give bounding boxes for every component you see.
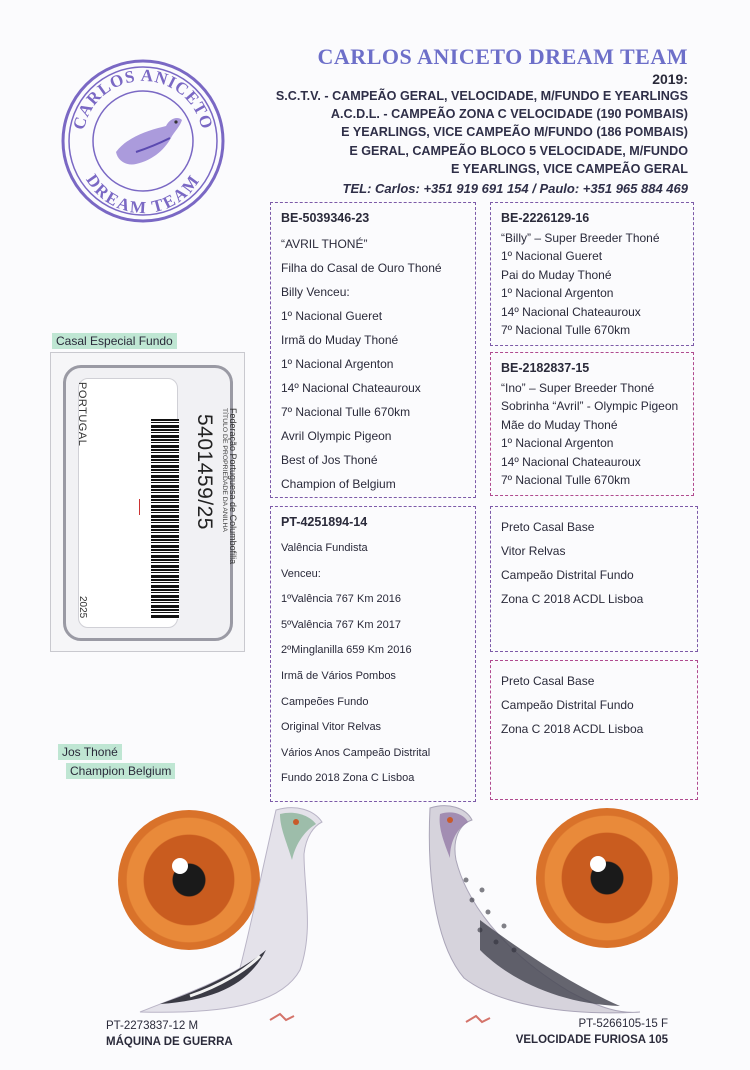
pedigree-line: 1º Nacional Argenton — [501, 436, 614, 451]
pedigree-line: Campeões Fundo — [281, 695, 369, 708]
pedigree-line: Mãe do Muday Thoné — [501, 417, 618, 432]
achievement-line: S.C.T.V. - CAMPEÃO GERAL, VELOCIDADE, M/FUNDO E YEARLINGS — [275, 89, 688, 103]
certificate-country: PORTUGAL — [76, 382, 88, 447]
certificate-inner — [78, 378, 178, 628]
pedigree-line: “AVRIL THONÉ” — [281, 237, 368, 251]
pedigree-line: Vitor Relvas — [501, 544, 566, 558]
pedigree-line: Campeão Distrital Fundo — [501, 568, 634, 582]
achievement-line: A.C.D.L. - CAMPEÃO ZONA C VELOCIDADE (190 POMBAIS) — [330, 107, 688, 122]
pedigree-line: 14º Nacional Chateauroux — [281, 381, 421, 395]
certificate-ring-number: 5401459/25 — [193, 414, 216, 530]
pedigree-line: 14º Nacional Chateauroux — [501, 304, 641, 319]
pedigree-line: Filha do Casal de Ouro Thoné — [281, 261, 442, 275]
jos-thone-label: Jos Thoné — [58, 744, 122, 760]
pedigree-line: Pai do Muday Thoné — [501, 267, 612, 282]
pedigree-line: Zona C 2018 ACDL Lisboa — [501, 592, 644, 606]
barcode — [151, 419, 179, 619]
pedigree-box-preto-vitor — [490, 506, 698, 652]
pedigree-line: Irmã do Muday Thoné — [281, 333, 399, 347]
pedigree-line: 1º Nacional Argenton — [501, 286, 614, 301]
left-pigeon-name: MÁQUINA DE GUERRA — [106, 1036, 233, 1048]
pedigree-line: Billy Venceu: — [281, 285, 350, 299]
pedigree-line: Original Vitor Relvas — [281, 721, 382, 734]
team-stamp-logo — [58, 56, 228, 226]
header — [218, 44, 688, 196]
champion-belgium-label: Champion Belgium — [66, 763, 175, 779]
achievement-line: E YEARLINGS, VICE CAMPEÃO GERAL — [451, 161, 688, 176]
pedigree-line: Valência Fundista — [281, 542, 368, 554]
stamp-bottom-text: DREAM TEAM — [82, 170, 204, 218]
pedigree-line: 7º Nacional Tulle 670km — [501, 473, 631, 488]
pedigree-box-ino — [490, 352, 694, 496]
pedigree-box-billy — [490, 202, 694, 346]
pedigree-line: Zona C 2018 ACDL Lisboa — [501, 722, 644, 736]
pedigree-box-valencia — [270, 506, 476, 802]
pedigree-line: Irmã de Vários Pombos — [281, 669, 396, 682]
pedigree-line: Campeão Distrital Fundo — [501, 698, 634, 712]
pedigree-line: 14º Nacional Chateauroux — [501, 454, 641, 469]
pedigree-line: Best of Jos Thoné — [281, 453, 378, 467]
pedigree-box-avril — [270, 202, 476, 498]
right-pigeon-ring: PT-5266105-15 F — [578, 1018, 668, 1030]
pedigree-line: Preto Casal Base — [501, 674, 595, 688]
team-title: CARLOS ANICETO DREAM TEAM — [317, 44, 688, 69]
ring-number: BE-5039346-23 — [281, 211, 370, 225]
ring-number: PT-4251894-14 — [281, 515, 368, 529]
right-pigeon-name: VELOCIDADE FURIOSA 105 — [515, 1034, 668, 1046]
pedigree-line: 1º Nacional Gueret — [501, 249, 603, 264]
pedigree-line: 1º Nacional Argenton — [281, 357, 394, 371]
ring-certificate — [50, 352, 245, 652]
pedigree-line: Sobrinha “Avril” - Olympic Pigeon — [501, 399, 679, 414]
pedigree-line: “Billy” – Super Breeder Thoné — [501, 231, 660, 245]
ring-number: BE-2182837-15 — [501, 361, 590, 375]
certificate-subtitle: TÍTULO DE PROPRIEDADE DA ANILHA — [221, 408, 228, 532]
pedigree-box-preto-base — [490, 660, 698, 800]
pedigree-line: Venceu: — [281, 567, 321, 580]
achievement-line: E YEARLINGS, VICE CAMPEÃO M/FUNDO (186 POMBAIS) — [341, 125, 688, 140]
certificate-year: 2025 — [77, 596, 88, 619]
pedigree-line: Vários Anos Campeão Distrital — [281, 746, 431, 759]
pedigree-line: 7º Nacional Tulle 670km — [501, 323, 631, 338]
pedigree-line: Avril Olympic Pigeon — [281, 429, 392, 443]
certificate-plate — [63, 365, 238, 641]
pedigree-line: Fundo 2018 Zona C Lisboa — [281, 772, 415, 785]
svg-text:CARLOS ANICETO — [69, 66, 217, 132]
left-pigeon-ring: PT-2273837-12 M — [106, 1020, 199, 1032]
pedigree-line: 1º Nacional Gueret — [281, 309, 383, 323]
pedigree-line: “Ino” – Super Breeder Thoné — [501, 381, 655, 395]
pigeon-illustration — [100, 800, 660, 1040]
pedigree-line: 5ºValência 767 Km 2017 — [281, 618, 402, 631]
pedigree-line: Preto Casal Base — [501, 520, 595, 534]
barcode-mark — [139, 499, 140, 515]
pedigree-line: 2ºMinglanilla 659 Km 2016 — [281, 644, 412, 657]
pedigree-line: Champion of Belgium — [281, 477, 396, 491]
pedigree-line: 7º Nacional Tulle 670km — [281, 405, 411, 419]
ring-number: BE-2226129-16 — [501, 211, 590, 225]
achievement-line: E GERAL, CAMPEÃO BLOCO 5 VELOCIDADE, M/FUNDO — [349, 143, 688, 158]
pedigree-line: 1ºValência 767 Km 2016 — [281, 593, 402, 606]
casal-especial-label: Casal Especial Fundo — [52, 333, 177, 349]
header-year: 2019: — [652, 71, 688, 87]
stamp-top-text: CARLOS ANICETO — [69, 65, 217, 132]
certificate-federation: Federação Portuguesa de Columbofilia — [228, 408, 238, 565]
telephone-line: TEL: Carlos: +351 919 691 154 / Paulo: +351 965 884 469 — [342, 181, 688, 197]
